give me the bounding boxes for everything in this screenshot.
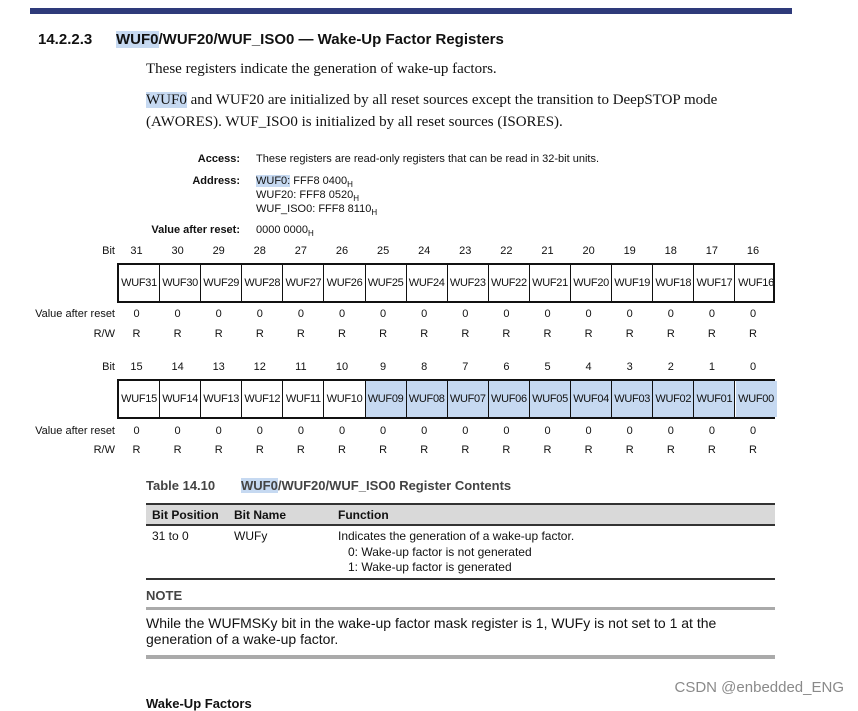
bit-number: 22 — [500, 245, 513, 257]
reset-bit: 0 — [544, 425, 551, 437]
bit-number: 0 — [749, 361, 757, 373]
rw-bit: R — [214, 328, 223, 340]
note-top-rule — [146, 607, 775, 610]
rw-bit: R — [461, 444, 470, 456]
bit-number: 20 — [582, 245, 595, 257]
table-caption — [146, 478, 511, 493]
next-heading: Wake-Up Factors — [146, 696, 252, 711]
address-wuf0-highlight: WUF0: — [256, 175, 291, 187]
top-rule — [30, 8, 792, 14]
rw-bit: R — [420, 328, 429, 340]
bit-number: 30 — [171, 245, 184, 257]
rw-bit: R — [749, 444, 757, 456]
rw-bit: R — [173, 444, 182, 456]
bit-number-row-label: Bit — [102, 361, 115, 373]
reset-bit: 0 — [503, 425, 510, 437]
section-title: /WUF20/WUF_ISO0 — Wake-Up Factor Registers — [158, 31, 504, 48]
bit-number: 10 — [335, 361, 349, 373]
reset-bit: 0 — [462, 308, 469, 320]
rw-bit: R — [502, 444, 511, 456]
reset-bit: 0 — [297, 425, 304, 437]
bit-field: WUF23 — [448, 265, 489, 301]
section-number: 14.2.2.3 — [38, 31, 93, 48]
bit-field: WUF11 — [283, 381, 324, 417]
address-wuf-iso0: WUF_ISO0: FFF8 $8110_H$ — [256, 203, 378, 217]
rw-row-label: R/W — [93, 328, 115, 340]
bit-field: WUF13 — [201, 381, 242, 417]
bit-number: 1 — [708, 361, 715, 373]
bit-number: 14 — [171, 361, 184, 373]
address-label: Address: — [192, 175, 240, 187]
bit-number: 5 — [544, 361, 551, 373]
reset-bit: 0 — [421, 308, 428, 320]
bit-field: WUF17 — [694, 265, 735, 301]
bit-field: WUF31 — [119, 265, 160, 301]
reset-bit: 0 — [421, 425, 428, 437]
init-paragraph — [146, 89, 786, 133]
bit-field: WUF02 — [653, 381, 694, 417]
section-heading — [38, 31, 504, 48]
rw-bit: R — [173, 328, 182, 340]
header-bit-position: Bit Position — [152, 508, 219, 522]
table-title: /WUF20/WUF_ISO0 Register Contents — [277, 478, 512, 493]
rw-bit: R — [707, 328, 716, 340]
bit-number: 13 — [212, 361, 225, 373]
reset-bit: 0 — [256, 425, 263, 437]
bit-field: WUF06 — [489, 381, 530, 417]
bit-field: WUF15 — [119, 381, 160, 417]
rw-bit: R — [666, 328, 675, 340]
reset-bit: 0 — [133, 425, 140, 437]
bit-number: 29 — [212, 245, 225, 257]
table-row — [146, 526, 775, 580]
rw-bit: R — [461, 328, 470, 340]
rw-bit: R — [502, 328, 511, 340]
reset-bit: 0 — [338, 425, 346, 437]
reset-bit: 0 — [133, 308, 140, 320]
cell-function-line3: 1: Wake-up factor is generated — [348, 560, 512, 574]
para-line1: and WUF20 are initialized by all reset sources except the transition to DeepSTOP mode — [186, 92, 718, 108]
reset-bit: 0 — [749, 425, 757, 437]
reset-bit: 0 — [585, 425, 592, 437]
rw-bit: R — [625, 444, 634, 456]
bit-field: WUF16 — [738, 277, 774, 289]
bit-number: 4 — [585, 361, 592, 373]
bit-number: 15 — [130, 361, 143, 373]
reset-bit: 0 — [297, 308, 304, 320]
rw-row-label: R/W — [93, 444, 115, 456]
bit-field: WUF09 — [366, 381, 407, 417]
table-header — [146, 503, 775, 526]
bit-number: 19 — [623, 245, 636, 257]
access-value: These registers are read-only registers that can be read in 32-bit units. — [256, 153, 600, 165]
bit-number: 7 — [462, 361, 469, 373]
bit-number: 17 — [705, 245, 719, 257]
bit-field: WUF22 — [489, 265, 530, 301]
reset-bit: 0 — [708, 425, 715, 437]
reset-bit: 0 — [462, 425, 469, 437]
section-title-highlight: WUF0 — [116, 31, 159, 48]
bit-number: 31 — [130, 245, 143, 257]
rw-bit: R — [132, 444, 141, 456]
reset-bit: 0 — [544, 308, 551, 320]
reset-bit: 0 — [708, 308, 715, 320]
reset-bit: 0 — [215, 425, 222, 437]
bit-number: 9 — [380, 361, 387, 373]
cell-bit-position: 31 to 0 — [152, 529, 189, 543]
cell-function-line2: 0: Wake-up factor is not generated — [348, 545, 532, 559]
header-function: Function — [338, 508, 389, 522]
note-heading: NOTE — [146, 588, 183, 603]
bit-number: 2 — [667, 361, 674, 373]
bit-number: 27 — [294, 245, 308, 257]
bit-field: WUF19 — [612, 265, 653, 301]
table-number: Table 14.10 — [146, 478, 216, 493]
bit-field: WUF08 — [407, 381, 448, 417]
reset-bit: 0 — [215, 308, 222, 320]
reset-bit: 0 — [667, 425, 674, 437]
rw-bit: R — [666, 444, 675, 456]
header-bit-name: Bit Name — [234, 508, 287, 522]
bit-field: WUF30 — [160, 265, 201, 301]
rw-bit: R — [379, 328, 388, 340]
bit-number: 23 — [459, 245, 472, 257]
rw-bit: R — [338, 444, 346, 456]
bit-number: 12 — [253, 361, 266, 373]
reset-bit: 0 — [338, 308, 346, 320]
access-label: Access: — [197, 153, 240, 165]
reset-bit: 0 — [667, 308, 674, 320]
reset-bit: 0 — [749, 308, 757, 320]
bit-number: 18 — [664, 245, 677, 257]
rw-bit: R — [707, 444, 716, 456]
bit-number: 24 — [418, 245, 431, 257]
reset-value: 0000 $0000_H$ — [256, 224, 314, 238]
watermark: CSDN @enbedded_ENG — [674, 679, 844, 696]
bit-field: WUF26 — [325, 265, 366, 301]
bit-number: 11 — [295, 361, 307, 373]
reset-bit: 0 — [380, 308, 387, 320]
bit-field: WUF14 — [160, 381, 201, 417]
note-bottom-rule — [146, 655, 775, 659]
table-title-highlight: WUF0 — [241, 478, 278, 493]
bit-field: WUF18 — [653, 265, 694, 301]
bit-field: WUF29 — [201, 265, 242, 301]
rw-bit: R — [214, 444, 223, 456]
rw-bit: R — [296, 444, 305, 456]
rw-bit: R — [338, 328, 346, 340]
rw-bit: R — [420, 444, 429, 456]
reset-bit: 0 — [585, 308, 592, 320]
bit-field: WUF05 — [530, 381, 571, 417]
bit-number: 3 — [626, 361, 633, 373]
bit-field: WUF27 — [283, 265, 324, 301]
register-bit-fields — [117, 379, 775, 419]
bit-field: WUF00 — [736, 381, 777, 417]
rw-bit: R — [132, 328, 141, 340]
reset-bit: 0 — [626, 425, 633, 437]
rw-bit: R — [584, 444, 593, 456]
bit-field: WUF21 — [530, 265, 571, 301]
bit-field: WUF04 — [571, 381, 612, 417]
bit-field: WUF28 — [242, 265, 283, 301]
reset-bit: 0 — [174, 425, 181, 437]
cell-function-line1: Indicates the generation of a wake-up factor. — [338, 529, 575, 543]
bit-field: WUF03 — [612, 381, 653, 417]
rw-bit: R — [255, 328, 264, 340]
bit-field: WUF12 — [242, 381, 283, 417]
intro-paragraph: These registers indicate the generation of wake-up factors. — [146, 61, 497, 77]
rw-bit: R — [625, 328, 634, 340]
bit-number: 26 — [335, 245, 349, 257]
para-line2: (AWORES). WUF_ISO0 is initialized by all reset sources (ISORES). — [146, 114, 563, 130]
cell-bit-name: WUFy — [234, 529, 268, 543]
bit-number-row-label: Bit — [102, 245, 115, 257]
register-bit-fields — [117, 263, 775, 303]
bit-number: 28 — [253, 245, 266, 257]
reset-bit: 0 — [174, 308, 181, 320]
reset-value-row-label: Value after reset — [35, 425, 115, 437]
reset-bit: 0 — [626, 308, 633, 320]
rw-bit: R — [255, 444, 264, 456]
rw-bit: R — [543, 328, 552, 340]
rw-bit: R — [296, 328, 305, 340]
para-highlight: WUF0 — [146, 92, 187, 108]
bit-field: WUF07 — [448, 381, 489, 417]
bit-field: WUF10 — [325, 381, 366, 417]
reset-bit: 0 — [256, 308, 263, 320]
bit-number: 25 — [376, 245, 390, 257]
rw-bit: R — [584, 328, 593, 340]
bit-number: 8 — [421, 361, 428, 373]
bit-field: WUF20 — [571, 265, 612, 301]
bit-field: WUF25 — [366, 265, 407, 301]
bit-number: 6 — [503, 361, 510, 373]
reset-bit: 0 — [380, 425, 387, 437]
address-wuf20: WUF20: FFF8 $0520_H$ — [256, 189, 359, 203]
reset-bit: 0 — [503, 308, 510, 320]
reset-value-row-label: Value after reset — [35, 308, 115, 320]
address-wuf0: WUF0: FFF8 $0400_H$ — [256, 175, 353, 189]
bit-field: WUF24 — [407, 265, 448, 301]
rw-bit: R — [379, 444, 388, 456]
bit-number: 16 — [746, 245, 760, 257]
bit-number: 21 — [541, 245, 554, 257]
rw-bit: R — [543, 444, 552, 456]
reset-label: Value after reset: — [151, 224, 240, 236]
rw-bit: R — [749, 328, 757, 340]
bit-field: WUF01 — [694, 381, 735, 417]
note-text: While the WUFMSKy bit in the wake-up factor mask register is 1, WUFy is not set to 1 at the generation of a wake-up factor. — [146, 615, 717, 647]
